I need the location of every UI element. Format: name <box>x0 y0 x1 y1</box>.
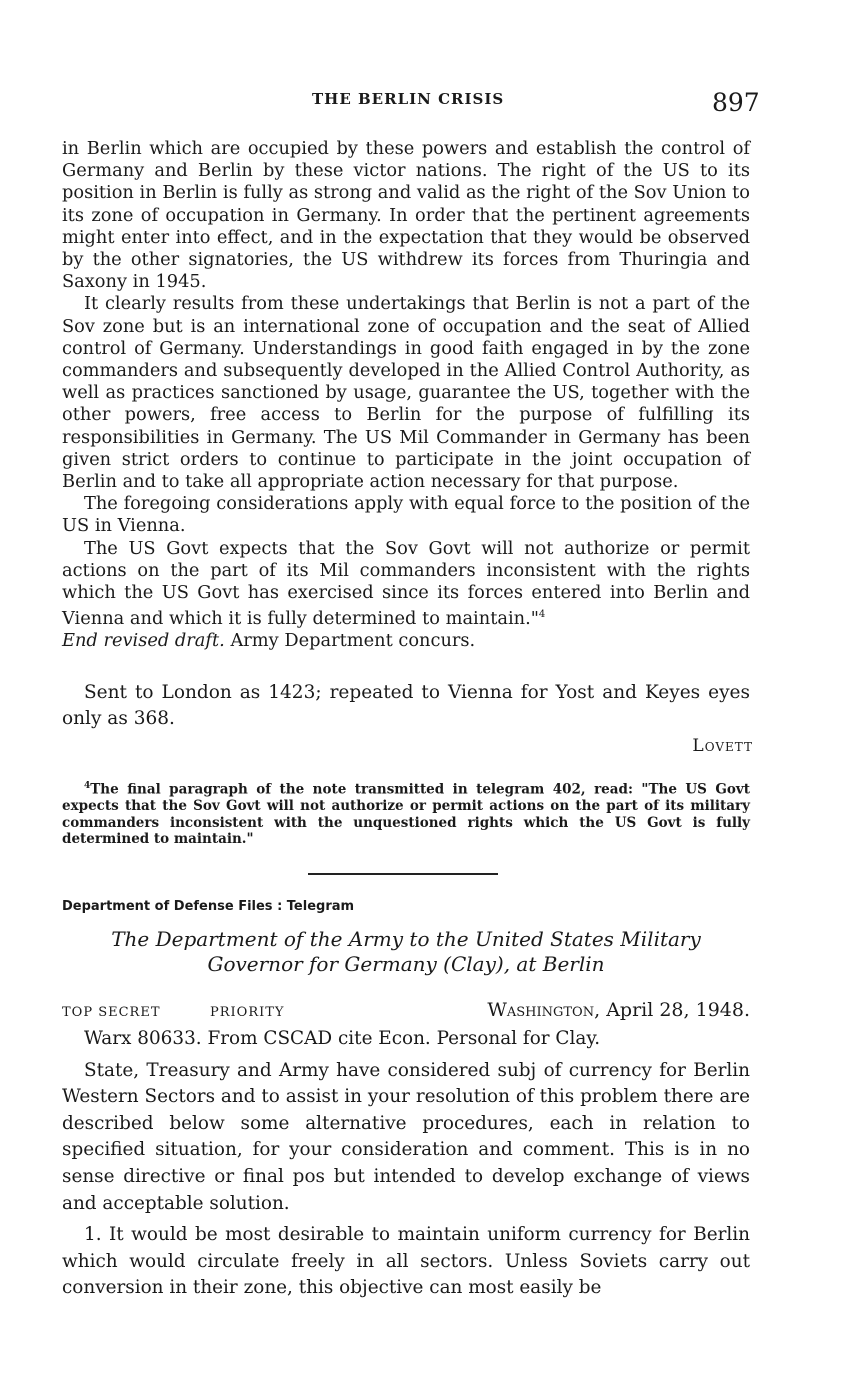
telegram-paragraph: Warx 80633. From CSCAD cite Econ. Personal for Clay. <box>84 1028 601 1049</box>
body-paragraph-text: The US Govt expects that the Sov Govt will not authorize or permit actions on the part of its Mil commanders inconsistent with the rights which the US Govt has exercised since its forces entered into Berlin and Vienna and which it is fully determined to maintain." <box>62 537 750 630</box>
telegram-header <box>62 999 750 1025</box>
document-title: The Department of the Army to the United States Military Governor for Germany (Clay), at Berlin <box>111 927 701 976</box>
body-paragraph: in Berlin which are occupied by these powers and establish the control of Germany and Berlin by these victor nations. The right of the US to its position in Berlin is fully as strong and valid as the right of the Sov Union to its zone of occupation in Germany. In order that the pertinent agreements might enter into effect, and in the expectation that they would be observed by the other signatories, the US withdrew its forces from Thuringia and Saxony in 1945. <box>62 138 750 293</box>
section-divider <box>308 873 498 875</box>
end-draft-note: Army Department concurs. <box>230 630 476 652</box>
dateline <box>487 999 750 1021</box>
footnote <box>62 778 750 848</box>
classification-label: TOP SECRET <box>62 1005 161 1020</box>
footnote-block <box>62 778 750 848</box>
page-number: 897 <box>712 88 760 117</box>
body-paragraph: The foregoing considerations apply with equal force to the position of the US in Vienna. <box>62 493 750 537</box>
transmission-note: Sent to London as 1423; repeated to Vienna for Yost and Keyes eyes only as 368. <box>62 682 750 729</box>
dateline-date: April 28, 1948. <box>606 999 750 1021</box>
telegram-body <box>62 1026 750 1302</box>
telegram-paragraph: State, Treasury and Army have considered subj of currency for Berlin Western Sectors and to assist in your resolution of this problem there are described below some alternative procedures, each in relation to specified situation, for your consideration and comment. This is in no sense directive or final pos but intended to develop exchange of views and acceptable solution. <box>62 1059 750 1214</box>
body-paragraph-last <box>62 538 750 653</box>
note-body <box>62 138 750 653</box>
dateline-place: Washington, <box>487 999 601 1021</box>
telegram-paragraph: 1. It would be most desirable to maintain uniform currency for Berlin which would circulate freely in all sectors. Unless Soviets carry out conversion in their zone, this objective can most easily be <box>62 1224 750 1299</box>
footnote-reference: 4 <box>538 609 546 621</box>
transmission-note-block <box>62 680 750 732</box>
signature: Lovett <box>692 736 753 756</box>
footnote-number: 4 <box>84 781 91 791</box>
document-source: Department of Defense Files : Telegram <box>62 899 355 914</box>
end-draft-label: End revised draft. <box>62 630 225 652</box>
body-paragraph: It clearly results from these undertakings that Berlin is not a part of the Sov zone but is an international zone of occupation and the seat of Allied control of Germany. Understandings in good faith engaged in by the zone commanders and subsequently developed in the Allied Control Authority, as well as practices sanctioned by usage, guarantee the US, together with the other powers, free access to Berlin for the purpose of fulfilling its responsibilities in Germany. The US Mil Commander in Germany has been given strict orders to continue to participate in the joint occupation of Berlin and to take all appropriate action necessary for that purpose. <box>62 293 750 493</box>
footnote-text: The final paragraph of the note transmitted in telegram 402, read: "The US Govt expects that the Sov Govt will not authorize or permit actions on the part of its military commanders inconsistent with the unquestioned rights which the US Govt is fully determined to maintain." <box>62 781 750 847</box>
priority-label: PRIORITY <box>210 1005 285 1020</box>
running-head: THE BERLIN CRISIS <box>312 90 505 108</box>
